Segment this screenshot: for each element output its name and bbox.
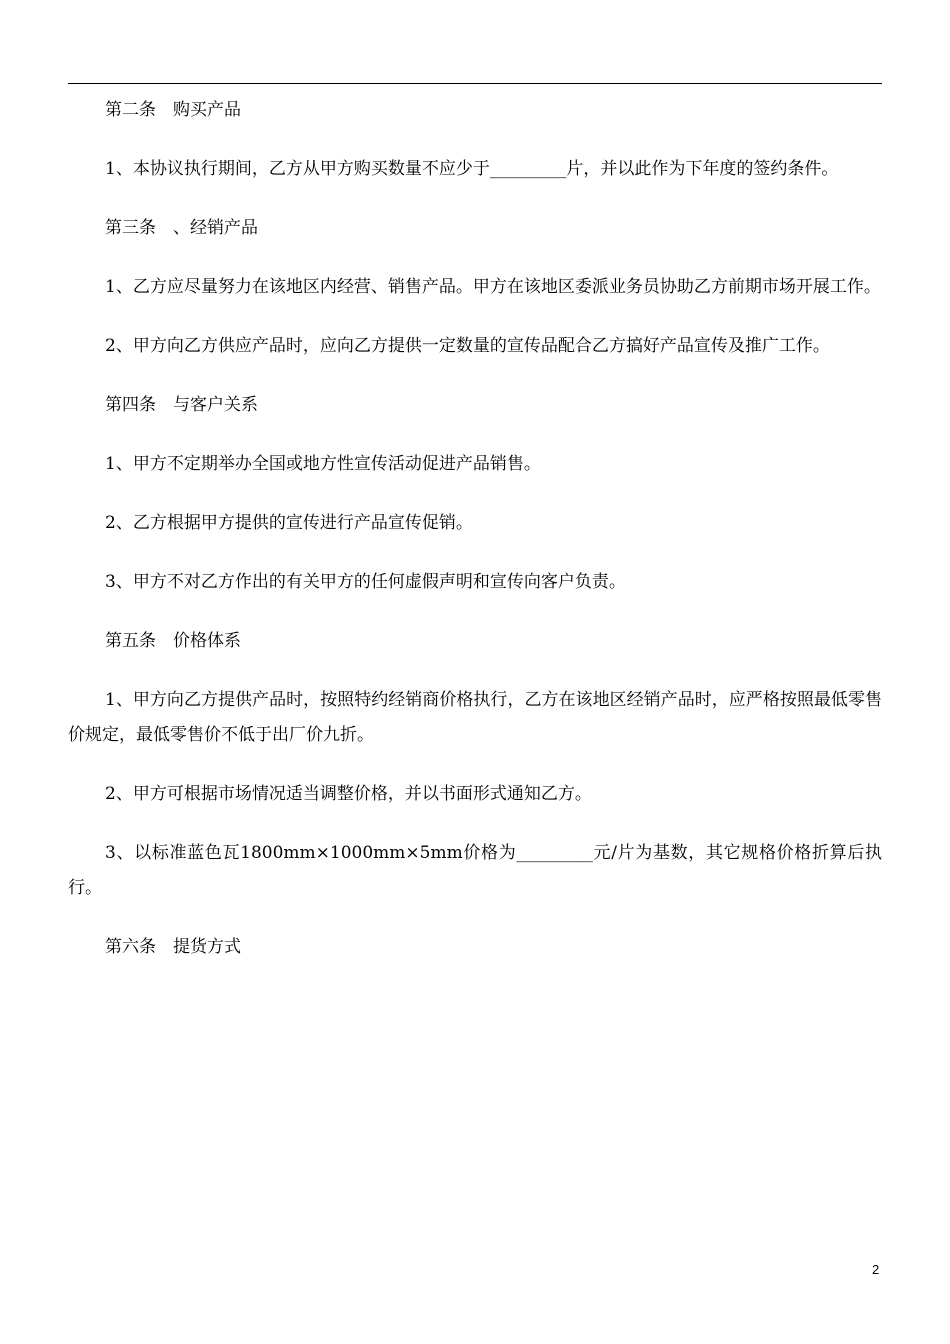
clause-paragraph: 3、以标准蓝色瓦1800mm×1000mm×5mm价格为_________元/片为基数，其它规格价格折算后执行。 <box>68 843 882 898</box>
clause-paragraph: 2、乙方根据甲方提供的宣传进行产品宣传促销。 <box>105 513 473 533</box>
clause-paragraph: 1、甲方不定期举办全国或地方性宣传活动促进产品销售。 <box>105 454 541 474</box>
article-heading: 第三条 、经销产品 <box>105 218 258 238</box>
clause-paragraph: 1、本协议执行期间，乙方从甲方购买数量不应少于_________片，并以此作为下年度的签约条件。 <box>105 159 839 179</box>
article-heading: 第六条 提货方式 <box>105 937 241 957</box>
clause-paragraph: 2、甲方向乙方供应产品时，应向乙方提供一定数量的宣传品配合乙方搞好产品宣传及推广工作。 <box>105 336 830 356</box>
article-heading: 第四条 与客户关系 <box>105 395 258 415</box>
clause-paragraph: 3、甲方不对乙方作出的有关甲方的任何虚假声明和宣传向客户负责。 <box>105 572 626 592</box>
document-body <box>68 93 882 989</box>
page-number: 2 <box>872 1262 880 1277</box>
clause-paragraph: 1、乙方应尽量努力在该地区内经营、销售产品。甲方在该地区委派业务员协助乙方前期市场开展工作。 <box>105 277 881 297</box>
clause-paragraph: 1、甲方向乙方提供产品时，按照特约经销商价格执行，乙方在该地区经销产品时，应严格按照最低零售价规定，最低零售价不低于出厂价九折。 <box>68 690 882 745</box>
header-rule <box>68 83 882 84</box>
article-heading: 第五条 价格体系 <box>105 631 241 651</box>
article-heading: 第二条 购买产品 <box>105 100 241 120</box>
clause-paragraph: 2、甲方可根据市场情况适当调整价格，并以书面形式通知乙方。 <box>105 784 592 804</box>
